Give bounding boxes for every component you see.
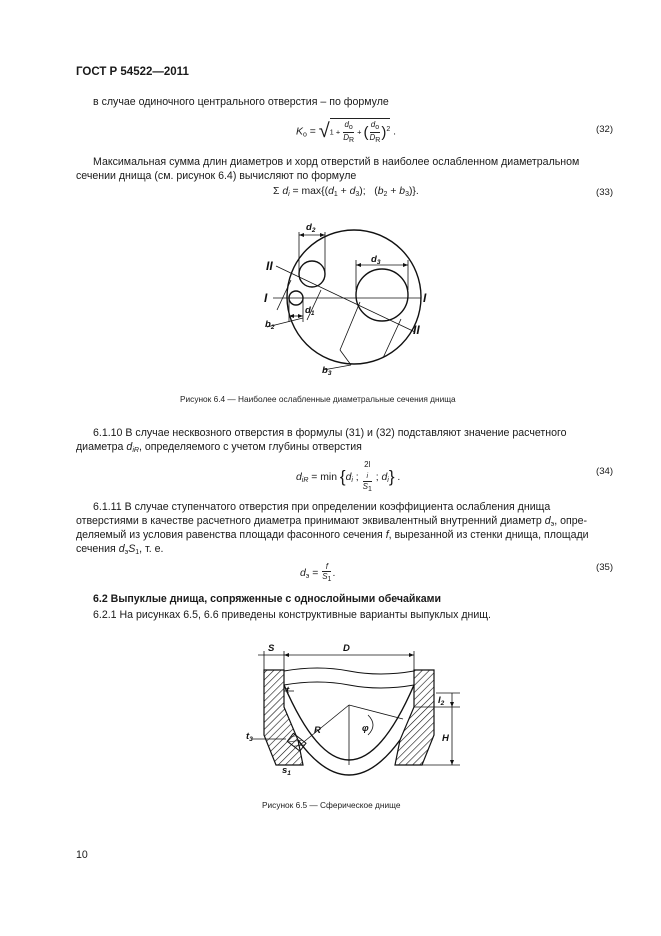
label-II-left: II <box>266 259 273 273</box>
paragraph-max-sum-line2: сечении днища (см. рисунок 6.4) вычисляют по формуле <box>76 170 357 182</box>
sqrt-sign: √ <box>318 120 330 143</box>
section-line-II <box>276 266 415 332</box>
label-S: S <box>268 643 275 654</box>
label-R: R <box>314 725 321 736</box>
paragraph-6-2-1: 6.2.1 На рисунках 6.5, 6.6 приведены конструктивные варианты выпуклых днищ. <box>93 609 491 621</box>
paragraph-6-1-10-line1: 6.1.10 В случае несквозного отверстия в формулы (31) и (32) подставляют значение расчетного <box>93 427 567 439</box>
equation-number-33: (33) <box>596 187 614 198</box>
figure-6-4-diagram <box>255 210 445 385</box>
formula-34: $d_{iR} = \min \{d_i$ ; 2l $_i$ $S_1$ ; $d_i$} . <box>296 460 401 493</box>
label-t: t <box>286 685 290 696</box>
formula-35: $d_э$ = $\frac{f}{S_1}$ . <box>300 562 336 583</box>
sqrt-body: 1 + $\frac{d_o}{D_R}$ + ( $\frac{d_o}{D_R}$ )$^2$ <box>329 120 391 144</box>
paragraph-max-sum-line1: Максимальная сумма длин диаметров и хорд отверстий в наиболее ослабленном диаметральном <box>93 156 580 168</box>
label-s1: $s_1$ <box>282 765 291 777</box>
formula-33: Σ $d_i = \max\{(d_1 + d_3)$; $(b_2 + b_3)$}. <box>273 186 419 198</box>
paragraph-6-1-11-line2: отверстиями в качестве расчетного диаметра принимают эквивалентный внутренний диаметр $d_э$, опре- <box>76 515 588 528</box>
figure-6-5-diagram <box>238 635 468 785</box>
equation-number-34: (34) <box>596 466 614 477</box>
label-H: H <box>442 733 449 744</box>
opening-d3-circle <box>356 269 408 321</box>
label-I-left: I <box>264 291 268 305</box>
label-l2: $l_2$ <box>438 695 445 707</box>
label-d3: $d_3$ <box>371 254 381 266</box>
label-b3: $b_3$ <box>322 365 332 377</box>
figure-6-5-caption: Рисунок 6.5 — Сферическое днище <box>262 800 401 810</box>
label-b2: $b_2$ <box>265 319 275 331</box>
paragraph-6-1-10-line2: диаметра $d_{iR}$, определяемого с учетом глубины отверстия <box>76 441 362 454</box>
paragraph-6-1-11-line1: 6.1.11 В случае ступенчатого отверстия при определении коэффициента ослабления днища <box>93 501 551 513</box>
section-6-2-heading: 6.2 Выпуклые днища, сопряженные с однослойными обечайками <box>93 593 441 605</box>
label-t3: $t_3$ <box>246 731 253 743</box>
page-number: 10 <box>76 849 88 861</box>
left-wall-section <box>264 670 303 765</box>
label-phi: φ <box>362 723 369 734</box>
label-D: D <box>343 643 350 654</box>
label-II-right: II <box>413 323 420 337</box>
formula-32: $K_o = √1$ + $\frac{d_o}{D_R}$ + ( $\frac{d_o}{D_R}$ )$^2$ . <box>296 120 397 144</box>
paragraph-central-opening: в случае одиночного центрального отверстия – по формуле <box>93 96 389 108</box>
equation-number-32: (32) <box>596 124 614 135</box>
document-header: ГОСТ Р 54522—2011 <box>76 66 189 78</box>
label-d1: $d_1$ <box>305 305 315 317</box>
figure-6-4-caption: Рисунок 6.4 — Наиболее ослабленные диаметральные сечения днища <box>180 394 456 404</box>
right-wall-section <box>395 670 434 765</box>
label-I-right: I <box>423 291 427 305</box>
equation-number-35: (35) <box>596 562 614 573</box>
paragraph-6-1-11-line3: деляемый из условия равенства площади фасонного сечения f, вырезанной из стенки днища, площади <box>76 529 589 541</box>
head-outline-circle <box>287 230 421 364</box>
label-d2: $d_2$ <box>306 222 316 234</box>
paragraph-6-1-11-line4: сечения $d_эS_1$, т. е. <box>76 543 164 556</box>
